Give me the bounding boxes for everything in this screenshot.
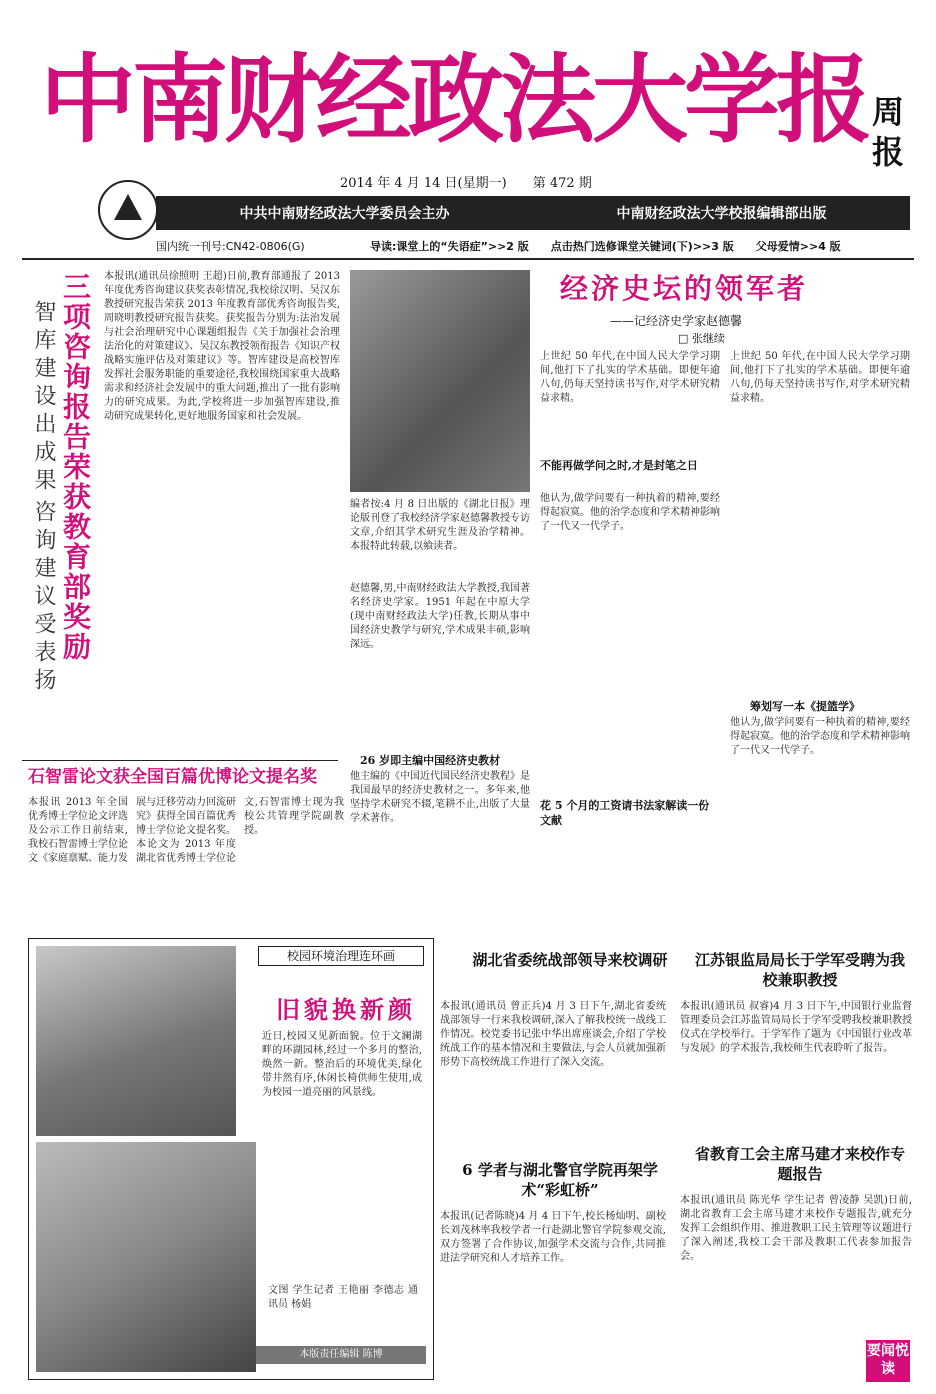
feature-body-4: 他认为,做学问要有一种执着的精神,要经得起寂寞。他的治学态度和学术精神影响了一代又一代学子。 (540, 493, 720, 532)
seal-badge: 要闻悦读 (866, 1340, 910, 1382)
feature-section-2: 不能再做学问之时,才是封笔之日 (540, 459, 698, 472)
news1-headline: 湖北省委统战部领导来校调研 (472, 951, 668, 969)
article2-headline: 石智雷论文获全国百篇优博论文提名奖 (28, 767, 317, 787)
guide-bar (370, 238, 841, 254)
dateline: 2014 年 4 月 14 日(星期一) 第 472 期 (340, 176, 592, 191)
news2-headline: 江苏银监局局长于学军受聘为我校兼职教授 (694, 951, 905, 989)
guide-item[interactable]: 父母爱情>>4 版 (755, 240, 841, 253)
campus-photo-1 (36, 946, 236, 1136)
lead-subhead-2: 咨询建议受表扬 (31, 500, 56, 696)
feature-section-3: 花 5 个月的工资请书法家解读一份文献 (540, 799, 710, 827)
campus-photo-2 (36, 1142, 256, 1372)
portrait-photo (350, 270, 530, 492)
feature-headline: 经济史坛的领军者 (560, 272, 809, 305)
university-logo-icon (98, 180, 158, 240)
sponsor-text: 中共中南财经政法大学委员会主办 (239, 206, 450, 222)
news1-body: 本报讯(通讯员 曾正兵)4 月 3 日下午,湖北省委统战部领导一行来我校调研,深入了解我校统一战线工作情况。校党委书记张中华出席座谈会,介绍了学校统战工作的基本情况和主要做法,与会人员就加强新形势下高校统战工作进行了深入交流。 (440, 1001, 666, 1068)
feature-byline: □ 张继续 (678, 332, 725, 345)
divider (22, 258, 914, 260)
masthead-title: 中南财经政法大学报 (40, 43, 868, 156)
feature-section-4: 筹划写一本《提篮学》 (750, 700, 860, 713)
lead-body: 本报讯(通讯员徐照明 王超)日前,教育部通报了 2013 年度优秀咨询建议获奖表彰情况,我校徐汉明、吴汉东教授研究报告荣获 2013 年度教育部优秀咨询报告奖,周晓明教授研究报告获奖。获奖报告分别为:法治发展与社会治理研究中心课题组报告《关于加强社会治理法治化的对策建议》、吴汉东教授领衔报告《知识产权战略实施评估及对策建议》等。智库建设是高校智库发挥社会服务职能的重要途径,我校围绕国家重大战略需求和经济社会发展中的重大问题,推出了一批有影响力的研究成果。为此,学校将进一步加强智库建设,推动研究成果转化,更好地服务国家和社会发展。 (104, 271, 340, 422)
feature-body-6: 他认为,做学问要有一种执着的精神,要经得起寂寞。他的治学态度和学术精神影响了一代又一代学子。 (730, 717, 910, 756)
feature-subhead: ——记经济史学家赵德馨 (610, 314, 743, 328)
feature-body-1: 赵德馨,男,中南财经政法大学教授,我国著名经济史学家。1951 年起在中原大学(现中南财经政法大学)任教,长期从事中国经济史教学与研究,学术成果丰硕,影响深远。 (350, 583, 530, 650)
photo-story-headline: 旧貌换新颜 (276, 995, 416, 1024)
news4-headline: 省教育工会主席马建才来校作专题报告 (694, 1145, 905, 1183)
feature-body-2: 他主编的《中国近代国民经济史教程》是我国最早的经济史教材之一。多年来,他坚持学术研究不辍,笔耕不止,出版了大量学术著作。 (350, 771, 530, 824)
lead-headline: 三项咨询报告荣获教育部奖励 (59, 272, 92, 662)
feature-section-1: 26 岁即主编中国经济史教材 (360, 754, 501, 767)
news3-headline: 6 学者与湖北警官学院再架学术“彩虹桥” (462, 1161, 658, 1199)
news3-body: 本报讯(记者陈晓)4 月 4 日下午,校长杨灿明、副校长刘茂林率我校学者一行赴湖北警官学院参观交流,双方签署了合作协议,加强学术交流与合作,共同推进法学研究和人才培养工作。 (440, 1211, 666, 1264)
sponsor-banner (156, 196, 910, 230)
photo-story-title: 校园环境治理连环画 (258, 946, 424, 966)
guide-item[interactable]: 导读:课堂上的“失语症”>>2 版 (370, 240, 529, 253)
lead-subhead-1: 智库建设出成果 (31, 300, 56, 496)
page-editor: 本版责任编辑 陈博 (256, 1346, 426, 1364)
registration-number: 国内统一刊号:CN42-0806(G) (156, 240, 305, 253)
article2-body: 本报讯 2013 年全国优秀博士学位论文评选及公示工作日前结束,我校石智雷博士学位论文《家庭禀赋、能力发展与迁移劳动力回流研究》获得全国百篇优秀博士学位论文提名奖。本论文为 2013 年度湖北省优秀博士学位论文,石智雷博士现为我校公共管理学院副教授。 (28, 797, 344, 864)
feature-body-5: 上世纪 50 年代,在中国人民大学学习期间,他打下了扎实的学术基础。即便年逾八旬,仍每天坚持读书写作,对学术研究精益求精。 (730, 351, 910, 404)
photo-caption: 编者按:4 月 8 日出版的《湖北日报》理论版刊登了我校经济学家赵德馨教授专访文章,介绍其学术研究生涯及治学精神。本报特此转载,以飨读者。 (350, 499, 530, 552)
weekly-label: 周报 (872, 93, 905, 171)
publisher-text: 中南财经政法大学校报编辑部出版 (616, 206, 827, 222)
divider (22, 760, 338, 761)
news2-body: 本报讯(通讯员 叔睿)4 月 3 日下午,中国银行业监督管理委员会江苏监管局局长于学军受聘我校兼职教授仪式在学校举行。于学军作了题为《中国银行业改革与发展》的学术报告,我校师生代表聆听了报告。 (680, 1001, 912, 1054)
guide-item[interactable]: 点击热门选修课堂关键词(下)>>3 版 (550, 240, 734, 253)
feature-body-3: 上世纪 50 年代,在中国人民大学学习期间,他打下了扎实的学术基础。即便年逾八旬,仍每天坚持读书写作,对学术研究精益求精。 (540, 351, 720, 404)
news4-body: 本报讯(通讯员 陈光华 学生记者 曾凌静 吴凯)日前,湖北省教育工会主席马建才来校作专题报告,就充分发挥工会组织作用、推进教职工民主管理等议题进行了深入阐述,我校工会干部及教职工代表参加报告会。 (680, 1195, 912, 1262)
photo-story-body: 近日,校园又见新面貌。位于文澜湖畔的环湖园林,经过一个多月的整治,焕然一新。整治后的环境优美,绿化带井然有序,休闲长椅供师生使用,成为校园一道亮丽的风景线。 (262, 1031, 422, 1098)
photo-story-credit: 文图 学生记者 王艳丽 李德志 通讯员 杨娟 (268, 1285, 418, 1310)
